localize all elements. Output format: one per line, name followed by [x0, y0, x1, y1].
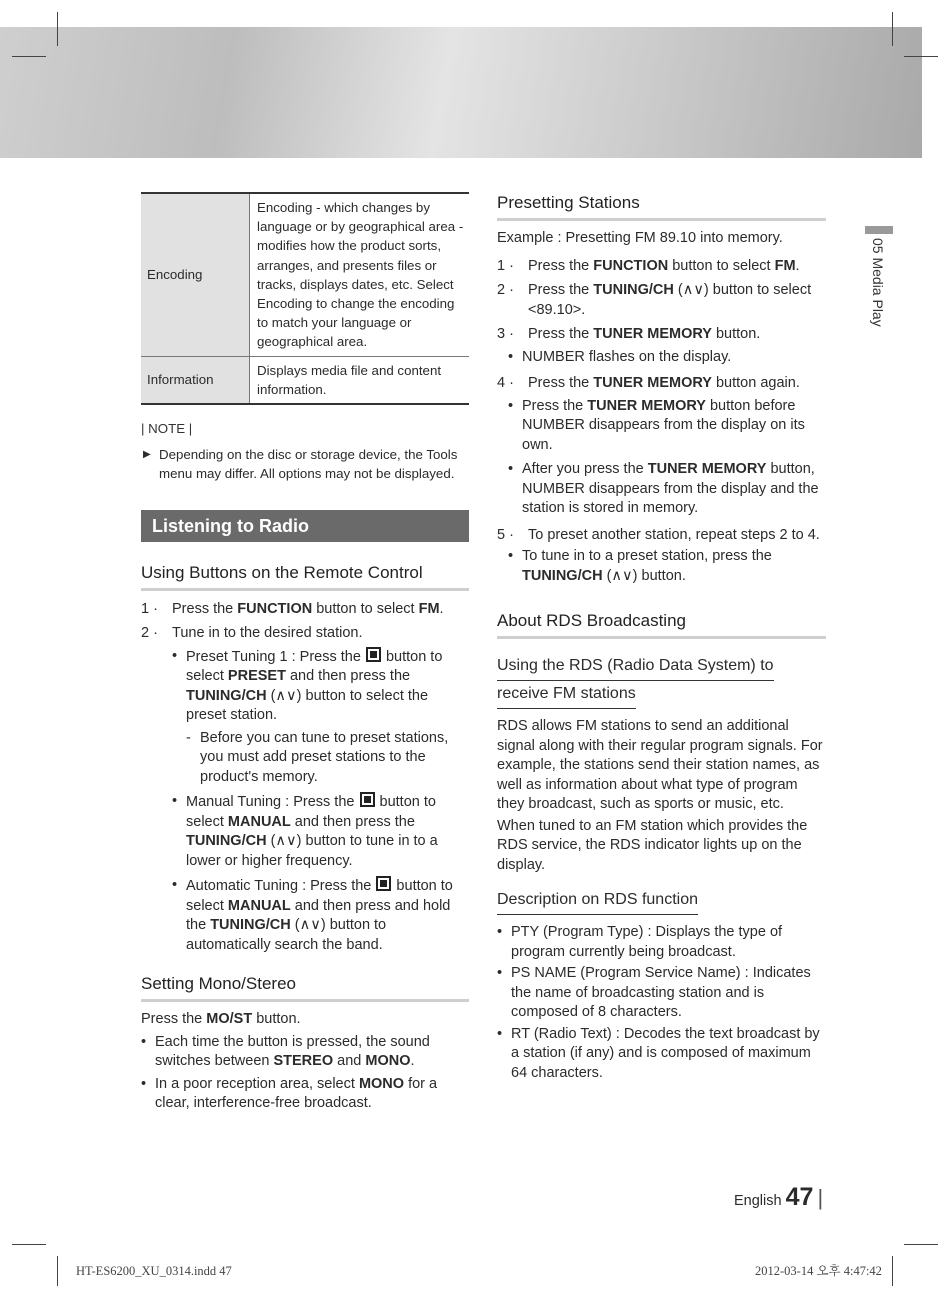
step-text: To preset another station, repeat steps 2 to 4. — [528, 526, 820, 543]
subheading-line: Description on RDS function — [497, 889, 698, 915]
note-item — [141, 445, 469, 483]
option-description: Displays media file and content information. — [250, 356, 470, 404]
rds-subheading — [497, 655, 826, 709]
step-text: button to select — [668, 257, 775, 274]
step-2 — [141, 624, 469, 955]
header-band — [0, 27, 922, 158]
item-text: NUMBER flashes on the display. — [522, 348, 732, 365]
item-text: Automatic Tuning : Press the — [186, 878, 376, 895]
item-text: (∧∨) button to select the preset station. — [186, 687, 429, 724]
list-item — [172, 792, 469, 871]
button-name: MO/ST — [206, 1011, 253, 1028]
step-1 — [497, 257, 826, 277]
paragraph — [141, 1010, 469, 1030]
item-text: (∧∨) button to tune in to a lower or higher frequency. — [186, 833, 438, 869]
bullet-icon: • — [508, 348, 514, 365]
crop-mark — [892, 1256, 893, 1286]
bullet-icon: • — [172, 877, 178, 894]
left-column — [141, 192, 469, 1114]
item-text: In a poor reception area, select — [155, 1075, 359, 1092]
bullet-icon: • — [141, 1075, 147, 1092]
step-text: Press the — [528, 282, 594, 298]
mode-name: MONO — [358, 1075, 405, 1092]
button-name: TUNING/CH — [593, 282, 674, 298]
paragraph: When tuned to an FM station which provides the RDS service, the RDS indicator lights up on the display. — [497, 817, 808, 873]
print-slug-date: 2012-03-14 오후 4:47:42 — [755, 1264, 882, 1278]
button-name: FUNCTION — [237, 600, 313, 617]
button-name: TUNING/CH — [522, 567, 603, 584]
step-text: Press the — [528, 257, 594, 274]
note-label: | NOTE | — [141, 421, 193, 437]
list-item — [497, 1025, 826, 1084]
step-text: . — [795, 257, 800, 274]
side-tab-bar — [865, 226, 893, 234]
crop-mark — [12, 56, 46, 57]
button-name: TUNER MEMORY — [593, 326, 712, 342]
step-number: 1 · — [497, 257, 514, 274]
page-number: 47 — [785, 1183, 814, 1211]
crop-mark — [12, 1244, 46, 1245]
step-text: Press the — [528, 375, 594, 391]
step-number: 2 · — [497, 282, 514, 298]
item-text: (∧∨) button. — [602, 567, 686, 584]
crop-mark — [904, 1244, 938, 1245]
bullet-icon: • — [172, 793, 178, 810]
option-name: Encoding — [141, 193, 250, 356]
mode-name: MANUAL — [227, 897, 291, 914]
item-text: Each time the button is pressed, the sound switches between — [155, 1033, 430, 1070]
list-item — [172, 876, 469, 955]
text: Press the — [141, 1011, 207, 1028]
subheading-line: receive FM stations — [497, 683, 636, 709]
list-item — [141, 1033, 469, 1072]
item-text: Preset Tuning 1 : Press the — [186, 648, 365, 665]
step-5 — [497, 526, 826, 587]
item-text: button to select — [186, 794, 436, 830]
item-text: button before NUMBER disappears from the display on its own. — [522, 397, 805, 453]
page-footer — [734, 1183, 824, 1212]
step-text: . — [439, 600, 444, 617]
language-label: English — [734, 1193, 782, 1209]
bullet-icon: • — [508, 461, 514, 477]
list-item — [508, 547, 826, 586]
section-title: Listening to Radio — [141, 510, 469, 542]
step-number: 1 · — [141, 600, 158, 617]
button-name: TUNING/CH — [210, 917, 291, 934]
list-item — [508, 397, 826, 456]
button-name: FUNCTION — [593, 257, 669, 274]
item-text: button to select — [186, 648, 443, 685]
subsection-heading: Presetting Stations — [497, 192, 826, 221]
button-name: TUNER MEMORY — [593, 375, 712, 391]
triangle-bullet-icon: ▶ — [143, 448, 151, 460]
paragraph: RDS allows FM stations to send an additional signal along with their regular program signals. For example, the stations send their station names, as well as information about what type of program they broadcast, such as sports or music, etc. — [497, 718, 823, 812]
bullet-icon: • — [172, 647, 178, 664]
step-text: Press the — [172, 600, 238, 617]
step-text: (∧∨) button to select <89.10>. — [528, 282, 812, 318]
crop-mark — [57, 12, 58, 46]
step-number: 2 · — [141, 625, 158, 642]
option-description: Encoding - which changes by language or by geographical area - modifies how the product sorts, arranges, and presents files or tracks, displays dates, etc. Select Encoding to change the encoding to match your language or geographical area. — [257, 200, 464, 350]
options-table — [141, 192, 469, 405]
step-number: 5 · — [497, 526, 514, 543]
mode-name: PRESET — [227, 668, 286, 685]
item-text: for a clear, interference-free broadcast. — [155, 1075, 438, 1112]
bullet-icon: • — [497, 924, 503, 940]
crop-mark — [892, 12, 893, 46]
dash-icon: - — [186, 729, 191, 746]
mode-name: MANUAL — [227, 813, 291, 830]
step-text: Tune in to the desired station. — [172, 625, 363, 642]
mode-name: FM — [774, 257, 796, 274]
subsection-heading: About RDS Broadcasting — [497, 610, 826, 639]
item-text: and then press the — [290, 813, 415, 830]
button-name: TUNER MEMORY — [647, 461, 767, 477]
item-text: Press the — [522, 397, 588, 414]
square-button-icon — [366, 647, 381, 662]
item-text: PTY (Program Type) : Displays the type of program currently being broadcast. — [511, 924, 783, 960]
square-button-icon — [376, 876, 391, 891]
crop-mark — [57, 1256, 58, 1286]
item-text: and then press and hold the — [186, 897, 451, 934]
step-2 — [497, 281, 826, 320]
list-item — [508, 460, 826, 519]
subsection-heading: Setting Mono/Stereo — [141, 973, 469, 1002]
mode-name: FM — [418, 600, 440, 617]
button-name: TUNER MEMORY — [587, 397, 706, 414]
step-text: button to select — [312, 600, 419, 617]
option-name: Information — [141, 356, 250, 404]
step-text: button again. — [711, 375, 800, 391]
button-name: TUNING/CH — [186, 687, 267, 704]
bullet-icon: • — [141, 1033, 147, 1050]
bullet-icon: • — [497, 1025, 503, 1042]
item-text: button to select — [186, 878, 453, 914]
item-text: RT (Radio Text) : Decodes the text broadcast by a station (if any) and is composed of maximum 64 characters. — [511, 1025, 820, 1081]
table-row — [141, 193, 469, 356]
item-text: and then press the — [285, 668, 411, 685]
step-number: 4 · — [497, 375, 514, 391]
step-4 — [497, 374, 826, 519]
step-3 — [497, 325, 826, 367]
item-text: To tune in to a preset station, press the — [522, 548, 772, 564]
item-text: button, NUMBER disappears from the display and the station is stored in memory. — [522, 461, 819, 516]
print-slug-file: HT-ES6200_XU_0314.indd 47 — [76, 1264, 232, 1278]
mode-name: MONO — [365, 1053, 411, 1070]
item-text: PS NAME (Program Service Name) : Indicates the name of broadcasting station and is composed of 8 characters. — [511, 965, 811, 1020]
bullet-icon: • — [508, 397, 514, 414]
bullet-icon: • — [508, 548, 514, 564]
rds-function-subheading — [497, 889, 826, 915]
side-tab-label: 05 Media Play — [870, 238, 886, 327]
bullet-icon: • — [497, 965, 503, 981]
item-text: Before you can tune to preset stations, you must add preset stations to the product's memory. — [200, 729, 449, 785]
step-text: Press the — [528, 326, 594, 342]
square-button-icon — [360, 792, 375, 807]
crop-mark — [904, 56, 938, 57]
item-text: . — [410, 1053, 415, 1070]
button-name: TUNING/CH — [186, 833, 267, 850]
step-text: button. — [711, 326, 761, 342]
subheading-line: Using the RDS (Radio Data System) to — [497, 655, 774, 681]
text: button. — [252, 1011, 301, 1028]
step-number: 3 · — [497, 326, 514, 342]
list-item — [508, 348, 826, 368]
table-row — [141, 356, 469, 404]
list-item — [497, 964, 826, 1023]
subsection-heading: Using Buttons on the Remote Control — [141, 562, 469, 591]
list-item — [497, 923, 826, 962]
paragraph: Example : Presetting FM 89.10 into memory. — [497, 230, 783, 246]
step-1 — [141, 600, 469, 620]
list-item — [186, 729, 469, 788]
item-text: and — [333, 1053, 366, 1070]
mode-name: STEREO — [273, 1053, 334, 1070]
right-column — [497, 192, 826, 1083]
separator: | — [817, 1185, 824, 1210]
item-text: After you press the — [522, 461, 648, 477]
item-text: (∧∨) button to automatically search the band. — [186, 917, 387, 953]
list-item — [141, 1075, 469, 1114]
list-item — [172, 647, 469, 788]
item-text: Manual Tuning : Press the — [186, 794, 359, 811]
note-text: Depending on the disc or storage device, the Tools menu may differ. All options may not be displayed. — [159, 446, 458, 481]
